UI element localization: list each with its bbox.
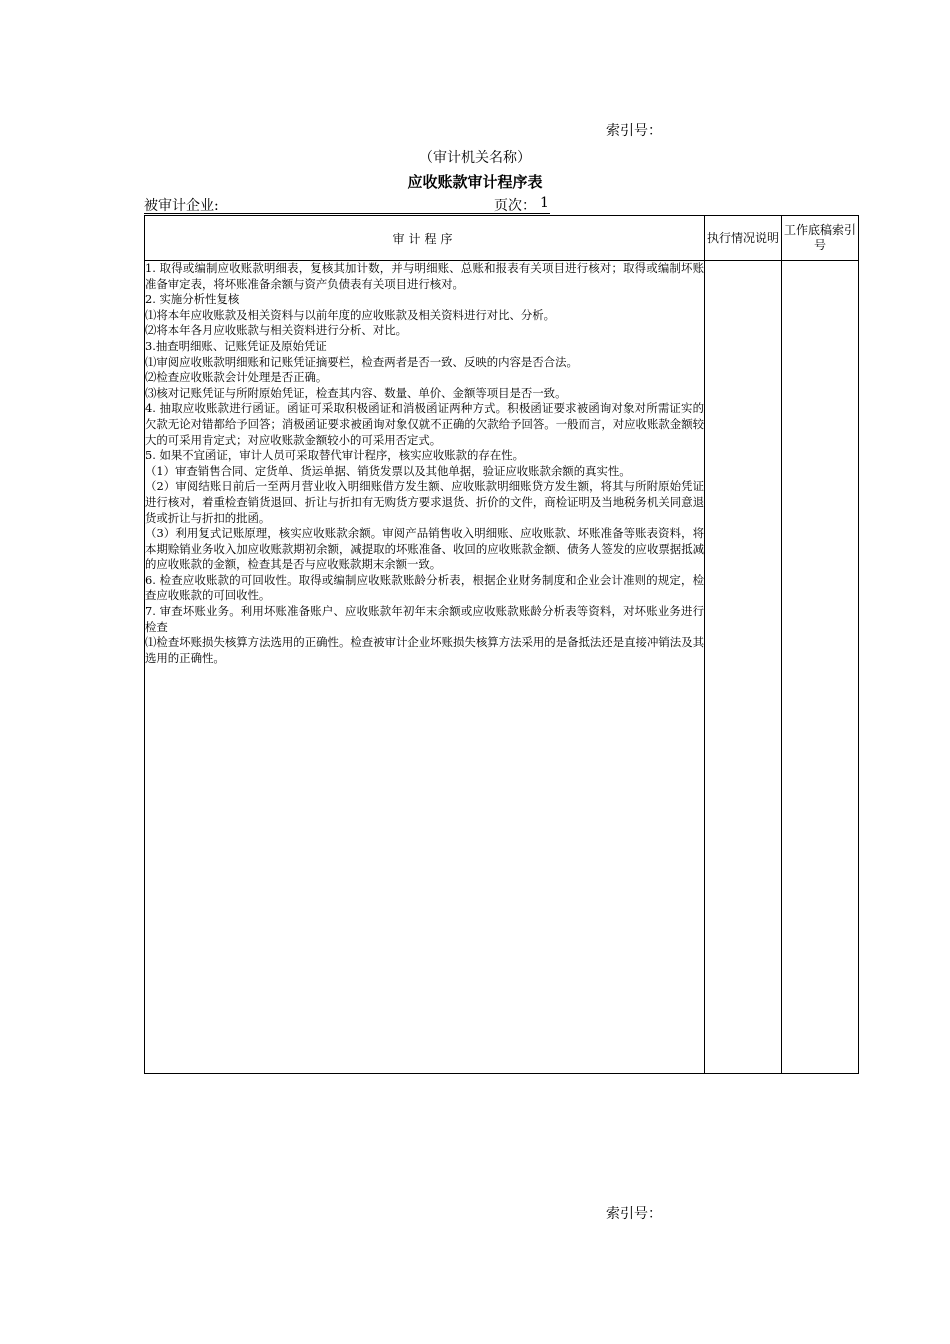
procedure-step-2: 2. 实施分析性复核 — [145, 292, 240, 307]
procedure-step-1: 1. 取得或编制应收账款明细表，复核其加计数，并与明细账、总账和报表有关项目进行核对；取得或编制坏账准备审定表，将坏账准备余额与资产负债表有关项目进行核对。 — [145, 261, 704, 291]
procedure-step-7-1: ⑴检查坏账损失核算方法选用的正确性。检查被审计企业坏账损失核算方法采用的是备抵法还是直接冲销法及其选用的正确性。 — [145, 635, 704, 665]
header-execution-status: 执行情况说明 — [705, 216, 782, 261]
audit-organization-name: （审计机关名称） — [419, 150, 531, 166]
index-number-label-top: 索引号： — [606, 123, 662, 139]
procedure-step-3: 3.抽查明细账、记账凭证及原始凭证 — [145, 338, 327, 353]
document-title: 应收账款审计程序表 — [407, 173, 543, 191]
procedure-step-6: 6. 检查应收账款的可回收性。取得或编制应收账款账龄分析表，根据企业财务制度和企业会计准则的规定，检查应收账款的可回收性。 — [145, 572, 704, 603]
audit-procedure-table — [144, 215, 859, 1074]
table-body-row — [145, 261, 859, 1074]
procedure-content-cell — [145, 261, 705, 1074]
audited-enterprise-line — [144, 195, 550, 214]
procedure-step-5-2: （2）审阅结账日前后一至两月营业收入明细账借方发生额、应收账款明细账贷方发生额，将其与所附原始凭证进行核对，着重检查销货退回、折让与折扣有无购货方要求退货、折价的文件，商检证明及当地税务机关同意退货或折让与折扣的批函。 — [145, 479, 704, 525]
procedure-step-4: 4. 抽取应收账款进行函证。函证可采取积极函证和消极函证两种方式。积极函证要求被函询对象对所需证实的欠款无论对错都给予回答；消极函证要求被函询对象仅就不正确的欠款给予回答。一般而言，对应收账款金额较大的可采用肯定式；对应收账款金额较小的可采用否定式。 — [145, 401, 704, 447]
workpaper-index-cell[interactable] — [782, 261, 859, 1074]
procedure-step-3-1: ⑴审阅应收账款明细账和记账凭证摘要栏，检查两者是否一致、反映的内容是否合法。 — [145, 354, 578, 369]
index-number-label-bottom: 索引号： — [606, 1206, 662, 1222]
procedure-step-2-1: ⑴将本年应收账款及相关资料与以前年度的应收账款及相关资料进行对比、分析。 — [145, 307, 556, 322]
audited-enterprise-label: 被审计企业: — [144, 198, 219, 214]
header-audit-procedure: 审计程序 — [145, 216, 705, 261]
header-workpaper-index: 工作底稿索引号 — [782, 216, 859, 261]
page-number-label: 页次： — [494, 198, 536, 214]
procedure-step-5-1: （1）审查销售合同、定货单、货运单据、销货发票以及其他单据，验证应收账款余额的真实性。 — [145, 463, 631, 478]
procedure-step-2-2: ⑵将本年各月应收账款与相关资料进行分析、对比。 — [145, 323, 407, 338]
procedure-step-5: 5. 如果不宜函证，审计人员可采取替代审计程序，核实应收账款的存在性。 — [145, 448, 524, 463]
table-header-row — [145, 216, 859, 261]
procedure-step-3-3: ⑶核对记账凭证与所附原始凭证，检查其内容、数量、单价、金额等项目是否一致。 — [145, 385, 567, 400]
procedure-step-7: 7. 审查坏账业务。利用坏账准备账户、应收账款年初年末余额或应收账款账龄分析表等资料，对坏账业务进行检查 — [145, 604, 704, 634]
procedure-step-3-2: ⑵检查应收账款会计处理是否正确。 — [145, 370, 328, 385]
execution-status-cell[interactable] — [705, 261, 782, 1074]
procedure-step-5-3: （3）利用复式记账原理，核实应收账款余额。审阅产品销售收入明细账、应收账款、坏账准备等账表资料，将本期赊销业务收入加应收账款期初余额，减提取的坏账准备、收回的应收账款金额、债务人签发的应收票据抵减的应收账款的金额，检查其是否与应收账款期末余额一致。 — [145, 526, 704, 572]
page-number-value: 1 — [540, 195, 549, 211]
